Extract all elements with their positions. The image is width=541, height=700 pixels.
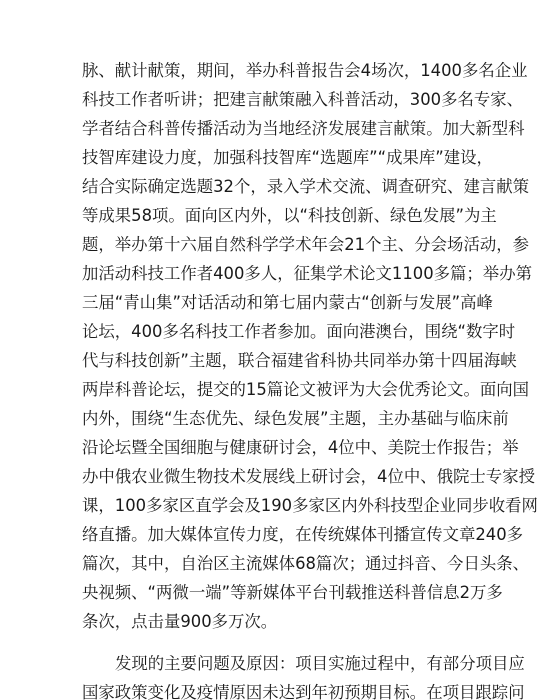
body-text	[82, 56, 538, 700]
text-line: 三届“青山集”对话活动和第七届内蒙古“创新与发展”高峰	[82, 293, 493, 312]
text-line: 办中俄农业微生物技术发展线上研讨会，4位中、俄院士专家授	[82, 467, 535, 486]
paragraph-spacing	[82, 636, 467, 649]
text-line: 内外，围绕“生态优先、绿色发展”主题，主办基础与临床前	[82, 409, 509, 428]
text-line: 沿论坛暨全国细胞与健康研讨会，4位中、美院士作报告；举	[82, 438, 519, 457]
text-line: 篇次，其中，自治区主流媒体68篇次；通过抖音、今日头条、	[82, 554, 530, 573]
text-line: 结合实际确定选题32个，录入学术交流、调查研究、建言献策	[82, 177, 530, 196]
text-line: 央视频、“两微一端”等新媒体平台刊载推送科普信息2万多	[82, 583, 503, 602]
text-line: 学者结合科普传播活动为当地经济发展建言献策。加大新型科	[82, 119, 525, 138]
text-line: 科技工作者听讲；把建言献策融入科普活动，300多名专家、	[82, 90, 524, 109]
paragraph	[82, 649, 525, 700]
text-line: 课，100多家区直学会及190多家区内外科技型企业同步收看网	[82, 496, 538, 515]
text-line: 络直播。加大媒体宣传力度，在传统媒体刊播宣传文章240多	[82, 525, 524, 544]
text-line: 技智库建设力度，加强科技智库“选题库”“成果库”建设，	[82, 148, 493, 167]
text-line: 脉、献计献策，期间，举办科普报告会4场次，1400多名企业	[82, 61, 528, 80]
text-line: 两岸科普论坛，提交的15篇论文被评为大会优秀论文。面向国	[82, 380, 530, 399]
text-line: 国家政策变化及疫情原因未达到年初预期目标。在项目跟踪问	[82, 683, 525, 700]
text-line: 加活动科技工作者400多人，征集学术论文1100多篇；举办第	[82, 264, 532, 283]
text-line: 题，举办第十六届自然科学学术年会21个主、分会场活动，参	[82, 235, 530, 254]
text-line: 发现的主要问题及原因：项目实施过程中，有部分项目应	[115, 654, 525, 673]
text-line: 代与科技创新”主题，联合福建省科协共同举办第十四届海峡	[82, 351, 517, 370]
text-line: 等成果58项。面向区内外，以“科技创新、绿色发展”为主	[82, 206, 497, 225]
paragraph	[82, 56, 538, 636]
text-line: 论坛，400多名科技工作者参加。面向港澳台，围绕“数字时	[82, 322, 516, 341]
text-line: 条次，点击量900多万次。	[82, 612, 278, 631]
